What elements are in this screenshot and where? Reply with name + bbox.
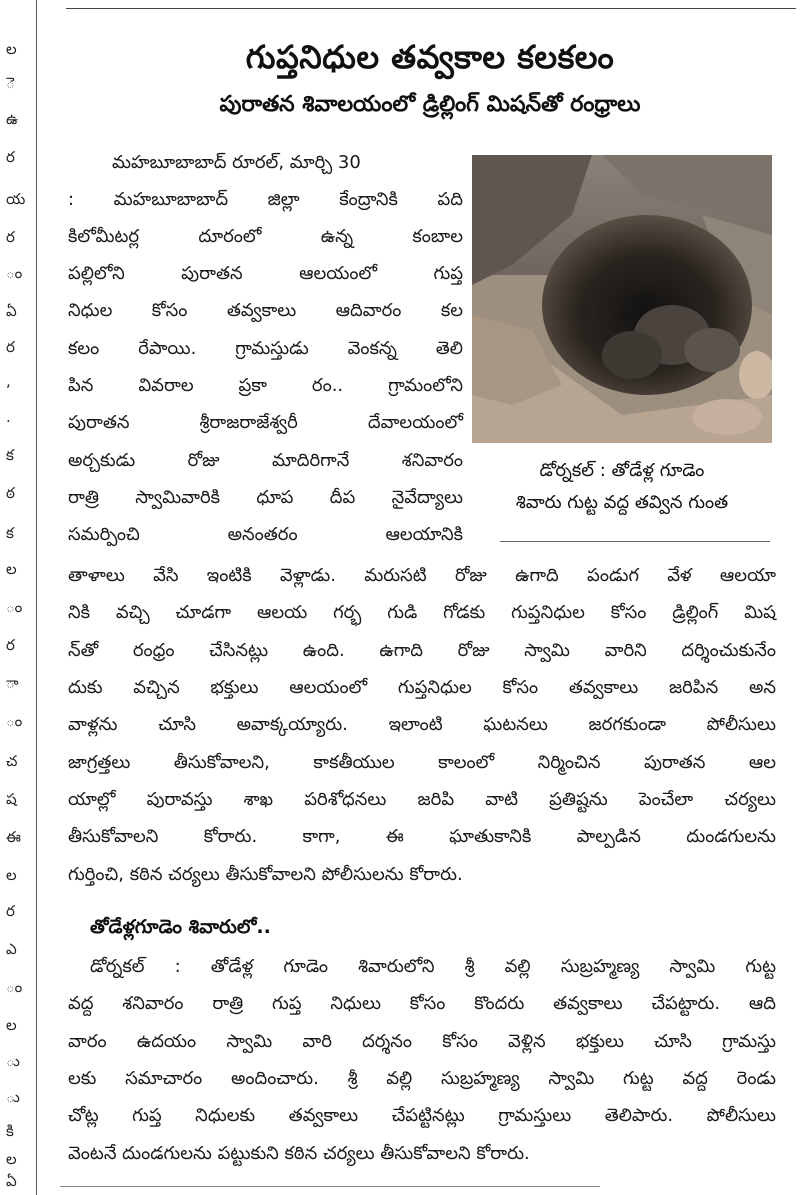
left-fragment: , [6, 372, 11, 390]
body-line: : మహబూబాబాద్ జిల్లా కేంద్రానికి పది [68, 189, 463, 210]
caption-line: డోర్నకల్ : తోడేళ్ల గూడెం [539, 460, 705, 481]
article-subheadline: పురాతన శివాలయంలో డ్రిల్లింగ్ మిషన్‌తో రంధ్రాలు [219, 92, 641, 117]
left-fragment: చ [6, 752, 18, 770]
body-line: గుర్తించి, కఠిన చర్యలు తీసుకోవాలని పోలీసులను కోరారు. [68, 864, 463, 885]
article-headline: గుప్తనిధుల తవ్వకాల కలకలం [245, 38, 615, 76]
body-line: నిధుల కోసం తవ్వకాలు ఆదివారం కల [68, 300, 463, 321]
body-line: నికి వచ్చి చూడగా ఆలయ గర్భ గుడి గోడకు గుప్తనిధుల కోసం డ్రిల్లింగ్ మిష [68, 602, 776, 623]
left-fragment: య [6, 190, 26, 208]
left-fragment: ం [6, 712, 23, 730]
column-divider [36, 0, 37, 1195]
left-fragment: ం [6, 978, 23, 996]
left-fragment: ం [6, 598, 23, 616]
left-fragment: ఠ [6, 484, 15, 502]
body-line: లకు సమాచారం అందించారు. శ్రీ వల్లి సుబ్రహ్మణ్య స్వామి గుట్ట వద్ద రెండు [68, 1068, 776, 1089]
body-line: మహబూబాబాద్ రూరల్, మార్చి 30 [112, 152, 361, 173]
body-line: చోట్ల గుప్త నిధులకు తవ్వకాలు చేపట్టినట్లు గ్రామస్తులు తెలిపారు. పోలీసులు [68, 1105, 776, 1126]
body-line: వాళ్లను చూసి అవాక్కయ్యారు. ఇలాంటి ఘటనలు జరగకుండా పోలీసులు [68, 714, 776, 735]
body-line: వెంటనే దుండగులను పట్టుకుని కఠిన చర్యలు తీసుకోవాలని కోరారు. [68, 1143, 530, 1164]
left-fragment: . [6, 408, 11, 426]
photo-caption [472, 455, 772, 519]
left-fragment: ఈ [6, 828, 21, 846]
left-fragment: ష [6, 790, 17, 808]
left-fragment: ర [6, 636, 15, 654]
body-line: వారం ఉదయం స్వామి వారి దర్శనం కోసం వెళ్లిన భక్తులు చూసి గ్రామస్తు [68, 1031, 776, 1052]
body-line: పురాతన శ్రీరాజరాజేశ్వరీ దేవాలయంలో [68, 412, 463, 433]
body-line: దుకు వచ్చిన భక్తులు ఆలయంలో గుప్తనిధుల కోసం తవ్వకాలు జరిపిన అన [68, 677, 776, 698]
left-fragment: క [6, 524, 14, 542]
body-line: కిలోమీటర్ల దూరంలో ఉన్న కంబాల [68, 226, 463, 247]
body-line: సమర్పించి అనంతరం ఆలయానికి [68, 524, 463, 545]
left-fragment: ా [6, 674, 19, 692]
body-line: యాల్లో పురావస్తు శాఖ పరిశోధనలు జరిపి వాటి ప్రతిష్టను పెంచేలా చర్యలు [68, 789, 776, 810]
left-fragment: ర [6, 338, 15, 356]
excavation-photo [472, 155, 772, 443]
body-line: తీసుకోవాలని కోరారు. కాగా, ఈ ఘాతుకానికి పాల్పడిన దుండగులను [68, 826, 776, 847]
body-line: అర్చకుడు రోజు మాదిరిగానే శనివారం [68, 450, 463, 471]
caption-rule [500, 541, 770, 542]
body-line: డోర్నకల్ : తోడేళ్ల గూడెం శివారులోని శ్రీ వల్లి సుబ్రహ్మణ్య స్వామి గుట్ట [90, 956, 776, 977]
body-line: పిన వివరాల ప్రకా రం.. గ్రామంలోని [68, 375, 463, 396]
left-fragment: ె [6, 74, 15, 92]
left-column-fragments [0, 0, 30, 1195]
left-fragment: ల [6, 40, 17, 58]
bottom-rule [60, 1186, 600, 1187]
body-line: కలం రేపాయి. గ్రామస్తుడు వెంకన్న తెలి [68, 338, 463, 359]
left-fragment: ఏ [6, 1172, 17, 1190]
left-fragment: ఉ [6, 110, 18, 128]
left-fragment: ం [6, 264, 23, 282]
caption-line: శివారు గుట్ట వద్ద తవ్విన గుంత [515, 492, 729, 513]
left-fragment: ర [6, 902, 15, 920]
left-fragment: ల [6, 1016, 17, 1034]
left-fragment: కి [6, 1122, 14, 1140]
body-line: వద్ద శనివారం రాత్రి గుప్త నిధులు కోసం కొందరు తవ్వకాలు చేపట్టారు. ఆది [68, 993, 776, 1014]
section-heading: తోడేళ్లగూడెం శివారులో.. [90, 916, 271, 938]
left-fragment: ర [6, 228, 15, 246]
left-fragment: ర [6, 148, 15, 166]
left-fragment: క [6, 446, 14, 464]
left-fragment: ల [6, 560, 17, 578]
left-fragment: ు [6, 1088, 20, 1106]
left-fragment: ల [6, 866, 17, 884]
left-fragment: ఏ [6, 302, 17, 320]
body-line: రాత్రి స్వామివారికి ధూప దీప నైవేద్యాలు [68, 487, 463, 508]
left-fragment: ల [6, 1150, 17, 1168]
body-line: తాళాలు వేసి ఇంటికి వెళ్లాడు. మరుసటి రోజు ఉగాది పండుగ వేళ ఆలయా [68, 565, 776, 586]
top-rule [66, 8, 796, 9]
body-line: జాగ్రత్తలు తీసుకోవాలని, కాకతీయుల కాలంలో నిర్మించిన పురాతన ఆల [68, 752, 776, 773]
left-fragment: ు [6, 1052, 20, 1070]
body-line: పల్లిలోని పురాతన ఆలయంలో గుప్త [68, 263, 463, 284]
body-line: న్‌తో రంధ్రం చేసినట్లు ఉంది. ఉగాది రోజు స్వామి వారిని దర్శించుకునేం [68, 640, 776, 661]
left-fragment: ఎ [6, 940, 17, 958]
